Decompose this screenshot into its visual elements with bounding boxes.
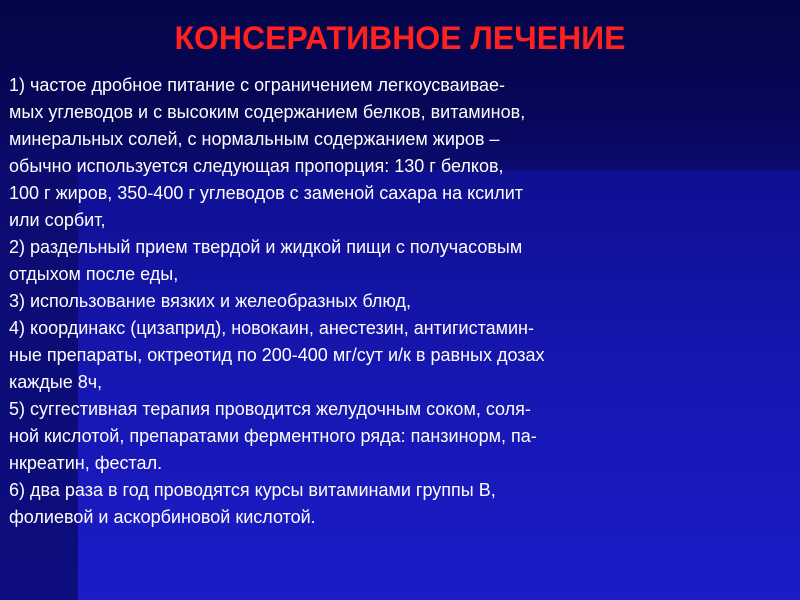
body-line: 5) суггестивная терапия проводится желудочным соком, соля- xyxy=(9,399,531,419)
body-line: фолиевой и аскорбиновой кислотой. xyxy=(9,507,316,527)
body-line: 1) частое дробное питание с ограничением легкоусваивае- xyxy=(9,75,506,95)
body-line: ные препараты, октреотид по 200-400 мг/сут и/к в равных дозах xyxy=(9,345,545,365)
body-line: отдыхом после еды, xyxy=(9,264,179,284)
body-line: нкреатин, фестал. xyxy=(9,453,163,473)
body-line: ной кислотой, препаратами ферментного ряда: панзинорм, па- xyxy=(9,426,537,446)
body-line: 6) два раза в год проводятся курсы витаминами группы B, xyxy=(9,480,496,500)
body-line: мых углеводов и с высоким содержанием белков, витаминов, xyxy=(9,102,526,122)
body-line: или сорбит, xyxy=(9,210,106,230)
body-line: 4) координакс (цизаприд), новокаин, анестезин, антигистамин- xyxy=(9,318,534,338)
body-line: 100 г жиров, 350-400 г углеводов с заменой сахара на ксилит xyxy=(9,183,524,203)
body-line: 2) раздельный прием твердой и жидкой пищи с получасовым xyxy=(9,237,523,257)
body-line: обычно используется следующая пропорция: 130 г белков, xyxy=(9,156,504,176)
body-line: 3) использование вязких и желеобразных блюд, xyxy=(9,291,411,311)
slide-title: КОНСЕРАТИВНОЕ ЛЕЧЕНИЕ xyxy=(174,20,626,56)
body-line: минеральных солей, с нормальным содержанием жиров – xyxy=(9,129,500,149)
slide-body xyxy=(9,72,699,531)
body-line: каждые 8ч, xyxy=(9,372,103,392)
